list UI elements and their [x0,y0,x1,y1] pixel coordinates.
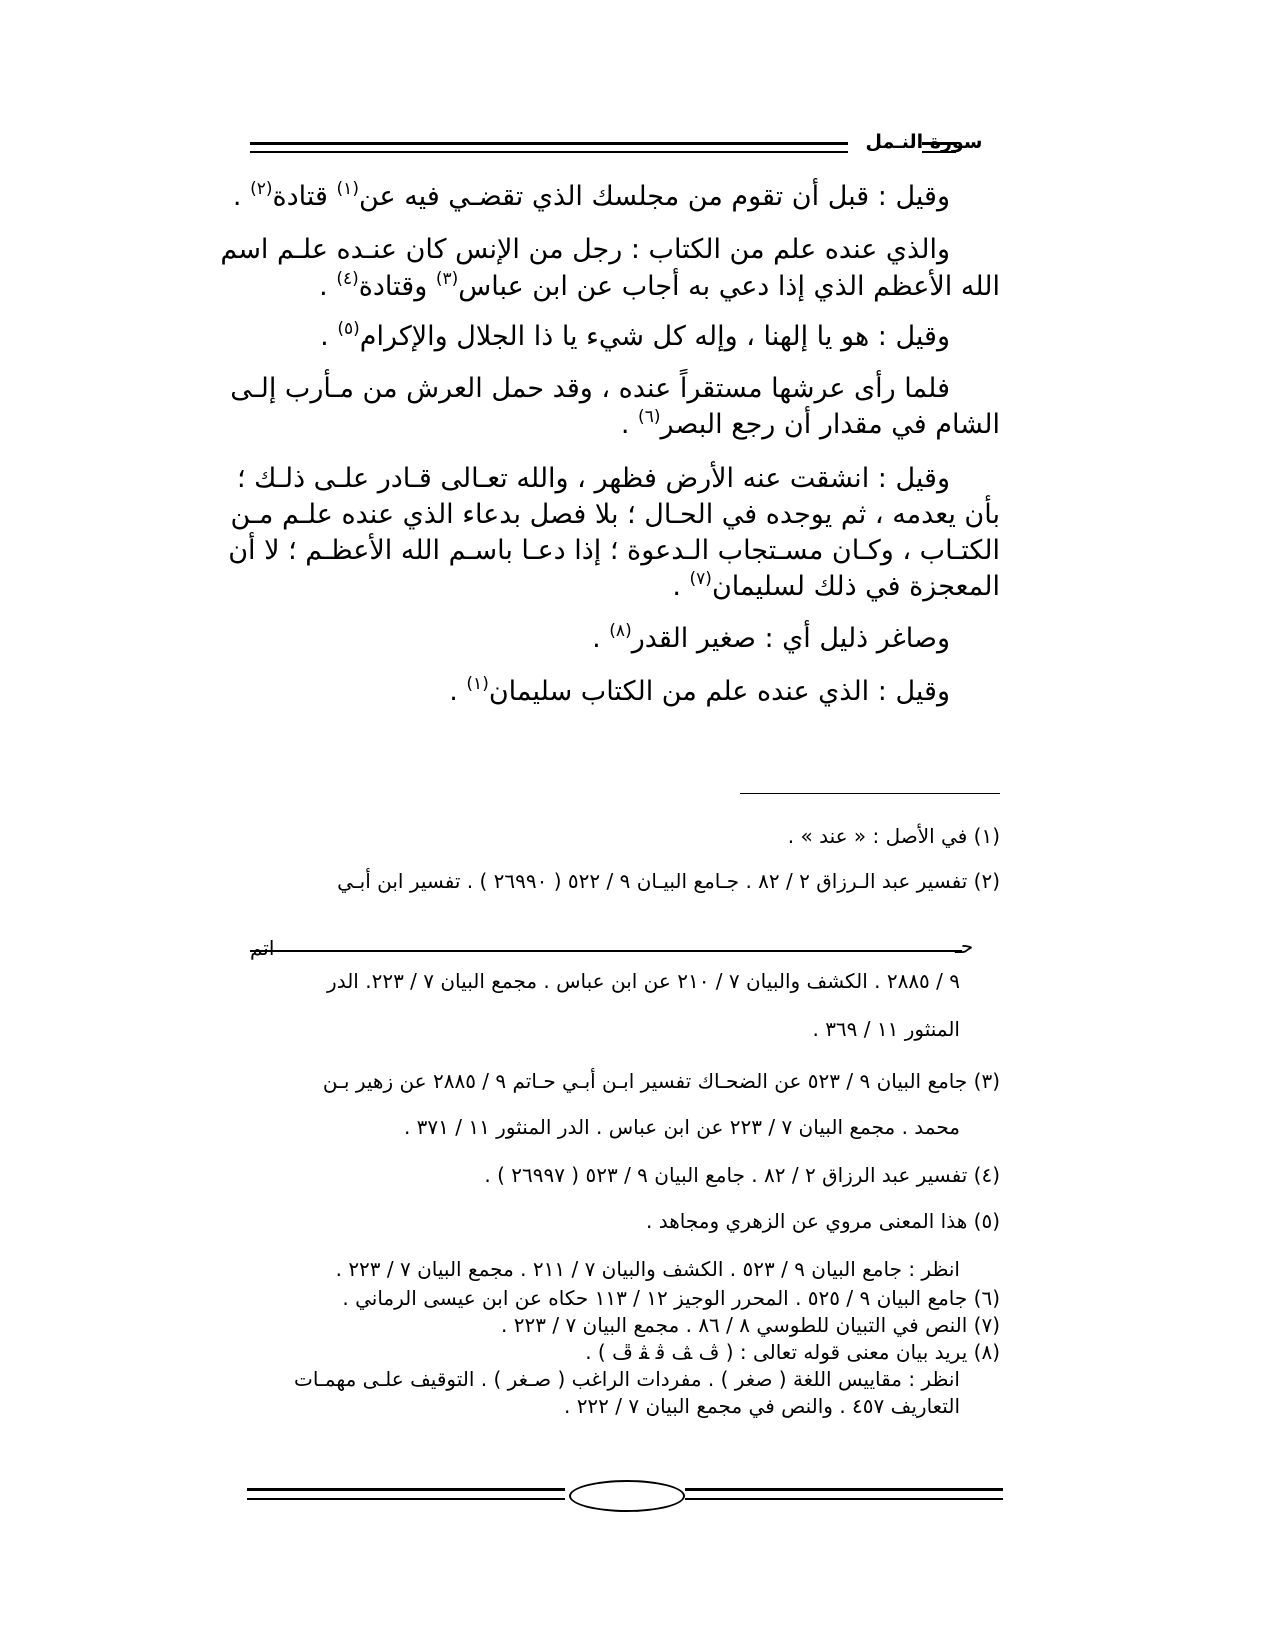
body-line-5: فلما رأى عرشها مستقراً عنده ، وقد حمل العرش من مـأرب إلـى [230,373,950,404]
footnote-ref: (١) [466,674,489,694]
footnote-ref: (٧) [689,569,712,589]
surah-title: سورة النـمل [865,131,983,153]
footnote-3-line-1: (٣) جامع البيان ٩ / ٥٢٣ عن الضحـاك تفسير ابـن أبـي حـاتم ٩ / ٢٨٨٥ عن زهير بـن [322,1069,1000,1093]
body-line-7: وقيل : انشقت عنه الأرض فظهر ، والله تعـالى قـادر علـى ذلـك ؛ [237,463,950,494]
body-line-9: الكتـاب ، وكـان مسـتجاب الـدعوة ؛ إذا دعـا باسـم الله الأعظـم ؛ لا أن [228,535,1000,566]
footnote-ref: (٣) [435,269,459,289]
body-line-1: وقيل : قبل أن تقوم من مجلسك الذي تقضـي فيه عن$^{(١)}$ قتادة$^{(٢)}$ . [232,179,950,212]
footnote-8-line-3: التعاريف ٤٥٧ . والنص في مجمع البيان ٧ / ٢٢٢ . [563,1394,960,1418]
footnote-ref: (٦) [638,407,661,427]
footnote-6: (٦) جامع البيان ٩ / ٥٢٥ . المحرر الوجيز ١٢ / ١١٣ حكاه عن ابن عيسى الرماني . [342,1286,1000,1310]
page-number-oval [569,1480,685,1512]
footnote-2-dash-right: حـ [955,934,974,958]
footnote-2-line-2: ٩ / ٢٨٨٥ . الكشف والبيان ٧ / ٢١٠ عن ابن عباس . مجمع البيان ٧ / ٢٢٣. الدر [327,969,960,993]
body-line-4: وقيل : هو يا إلهنا ، وإله كل شيء يا ذا الجلال والإكرام$^{(٥)}$ . [320,319,950,352]
footnote-3-line-2: محمد . مجمع البيان ٧ / ٢٢٣ عن ابن عباس . الدر المنثور ١١ / ٣٧١ . [403,1115,960,1139]
footer-rule-left [247,1488,565,1500]
footnote-2-dash-rule [250,950,962,952]
footnote-8: (٨) يريد بيان معنى قوله تعالى : ( ﭪ ﭫ ﭬ ﭭ ﭮ ) . [585,1340,1000,1364]
footnote-5: (٥) هذا المعنى مروي عن الزهري ومجاهد . [646,1209,1000,1233]
footnote-ref: (٢) [250,179,273,199]
body-line-3: الله الأعظم الذي إذا دعي به أجاب عن ابن عباس$^{(٣)}$ وقتادة$^{(٤)}$ . [319,269,1000,302]
footnote-ref: (١) [336,179,359,199]
footnote-5-line-2: انظر : جامع البيان ٩ / ٥٢٣ . الكشف والبيان ٧ / ٢١١ . مجمع البيان ٧ / ٢٢٣ . [335,1257,960,1281]
footnote-1: (١) في الأصل : « عند » . [787,824,1000,848]
footnote-2-line-1: (٢) تفسير عبد الـرزاق ٢ / ٨٢ . جـامع البيـان ٩ / ٥٢٢ ( ٢٦٩٩٠ ) . تفسير ابن أبـي [337,869,1000,893]
footnote-2-line-3: المنثور ١١ / ٣٦٩ . [812,1017,960,1041]
body-line-2: والذي عنده علم من الكتاب : رجل من الإنس كان عنـده علـم اسم [220,234,950,265]
footnote-separator [740,793,1000,794]
footnote-7: (٧) النص في التبيان للطوسي ٨ / ٨٦ . مجمع البيان ٧ / ٢٢٣ . [501,1313,1000,1337]
body-line-10: المعجزة في ذلك لسليمان$^{(٧)}$ . [672,569,1000,602]
footnote-ref: (٨) [609,621,632,641]
page-header [250,131,1000,155]
footnote-ref: (٥) [337,319,360,339]
body-line-12: وقيل : الذي عنده علم من الكتاب سليمان$^{(١)}$ . [449,674,950,707]
footnote-8-line-2: انظر : مقاييس اللغة ( صغر ) . مفردات الراغب ( صـغر ) . التوقيف علـى مهمـات [294,1367,960,1391]
page-footer [247,1480,1003,1516]
header-rule-right-short [922,142,956,153]
footnote-4: (٤) تفسير عبد الرزاق ٢ / ٨٢ . جامع البيان ٩ / ٥٢٣ ( ٢٦٩٩٧ ) . [484,1163,1000,1187]
footnote-2-dash-left: اتم [250,936,275,960]
footer-rule-right [685,1488,1003,1500]
body-line-8: بأن يعدمه ، ثم يوجده في الحـال ؛ بلا فصل بدعاء الذي عنده علـم مـن [230,499,1000,530]
body-line-6: الشام في مقدار أن رجع البصر$^{(٦)}$ . [620,407,1000,440]
body-line-11: وصاغر ذليل أي : صغير القدر$^{(٨)}$ . [592,621,950,654]
footnote-ref: (٤) [336,269,359,289]
header-rule-left [250,142,848,153]
